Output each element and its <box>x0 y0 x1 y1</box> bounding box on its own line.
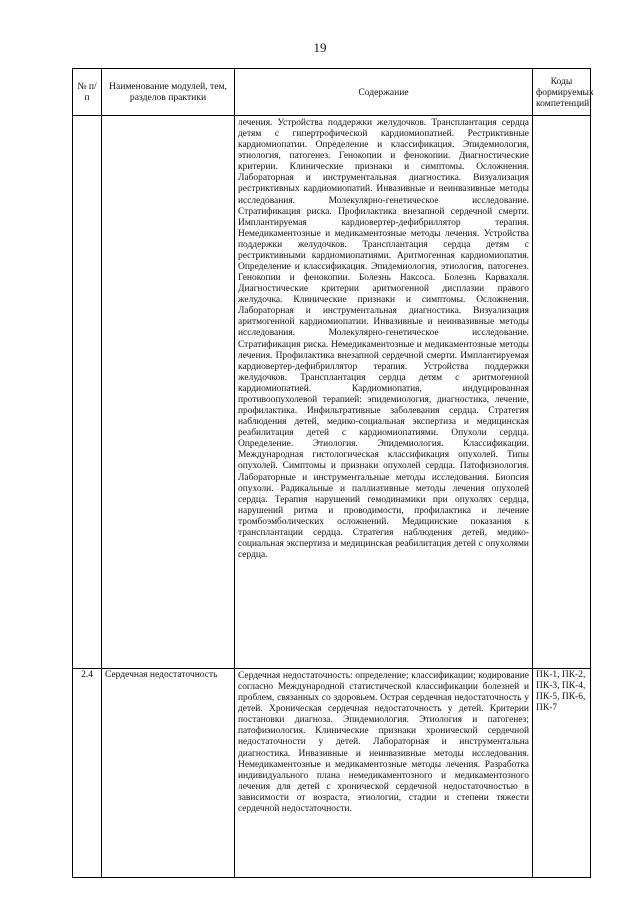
row-num <box>73 116 102 669</box>
competency-code: ПК-3, ПК-4, <box>536 681 586 691</box>
competency-code: ПК-1, ПК-2, <box>536 670 586 680</box>
header-codes: Коды формируемых компетенций <box>533 69 591 116</box>
competency-code: ПК-5, ПК-6, <box>536 692 586 702</box>
table-row <box>73 669 591 878</box>
header-content: Содержание <box>235 69 533 116</box>
row-name <box>102 116 235 669</box>
row-content: Сердечная недостаточность: определение; классификации; кодирование согласно Международной статистической классификации болезней и проблем, связанных со здоровьем. Острая сердечная недостаточность у детей. Хроническая сердечная недостаточность у детей. Критерии постановки диагноза. Эпидемиология. Этиология и патогенез; патофизиология. Клинические признаки хронической сердечной недостаточности у детей. Лабораторная и инструментальна диагностика. Инвазивные и неинвазивные методы исследования. Немедикаментозные и медикаментозные методы лечения. Разработка индивидуального плана немедикаментозного и медикаментозного лечения для детей с хронической сердечной недостаточностью в зависимости от возраста, этиологии, стадии и степени тяжести сердечной недостаточности. <box>235 669 533 878</box>
table-header-row <box>73 69 591 116</box>
curriculum-table <box>72 68 594 878</box>
row-codes <box>533 116 591 669</box>
table-row <box>73 116 591 669</box>
competency-code: ПК-7 <box>536 703 558 713</box>
row-content: лечения. Устройства поддержки желудочков. Трансплантация сердца детям с гипертрофической кардиомиопатией. Рестриктивные кардиомиопатии. Определение и классификация. Эпидемиология, этиология, патогенез. Генокопии и фенокопии. Диагностические критерии. Клинические признаки и симптомы. Осложнения. Лабораторная и инструментальная диагностика. Визуализация рестриктивных кардиомиопатий. Инвазивные и неинвазивные методы исследования. Молекулярно-генетическое исследование. Стратификация риска. Профилактика внезапной сердечной смерти. Имплантируемая кардиовертер-дефибриллятор терапия. Немедикаментозные и медикаментозные методы лечения. Устройства поддержки желудочков. Трансплантация сердца детям с рестриктивными кардиомиопатиями. Аритмогенная кардиомиопатия. Определение и классификация. Эпидемиология, этиология, патогенез. Генокопии и фенокопии. Болезнь Наксоса. Болезнь Карвахаля. Диагностические критерии аритмогенной дисплазии правого желудочка. Клинические признаки и симптомы. Осложнения. Лабораторная и инструментальная диагностика. Визуализация аритмогенной кардиомиопатии. Инвазивные и неинвазивные методы исследования. Молекулярно-генетическое исследование. Стратификация риска. Немедикаментозные и медикаментозные методы лечения. Профилактика внезапной сердечной смерти. Имплантируемая кардиовертер-дефибриллятор терапия. Устройства поддержки желудочков. Трансплантация сердца детям с аритмогенной кардиомиопатией. Кардиомиопатия, индуцированная противоопухолевой терапией: эпидемиология, диагностика, лечение, профилактика. Инфильтративные заболевания сердца. Стратегия наблюдения детей, медико-социальная экспертиза и медицинская реабилитация детей с кардиомиопатиями. Опухоли сердца. Определение. Этиология. Эпидемиология. Классификации. Международная гистологическая классификация опухолей. Типы опухолей. Симптомы и признаки опухолей сердца. Патофизиология. Лабораторные и инструментальные методы исследования. Биопсия опухоли. Радикальные и паллиативные методы лечения опухолей сердца. Терапия нарушений гемодинамики при опухолях сердца, нарушений ритма и проводимости, профилактика и лечение тромбоэмболических осложнений. Медицинские показания к трансплантации сердца. Стратегия наблюдения детей, медико-социальная экспертиза и медицинская реабилитация детей с опухолями сердца. <box>235 116 533 669</box>
row-num: 2.4 <box>73 669 102 878</box>
row-codes <box>533 669 591 878</box>
row-name: Сердечная недостаточность <box>102 669 235 878</box>
header-name: Наименование модулей, тем, разделов практики <box>102 69 235 116</box>
header-num: № п/п <box>73 69 102 116</box>
page-number: 19 <box>313 40 327 55</box>
